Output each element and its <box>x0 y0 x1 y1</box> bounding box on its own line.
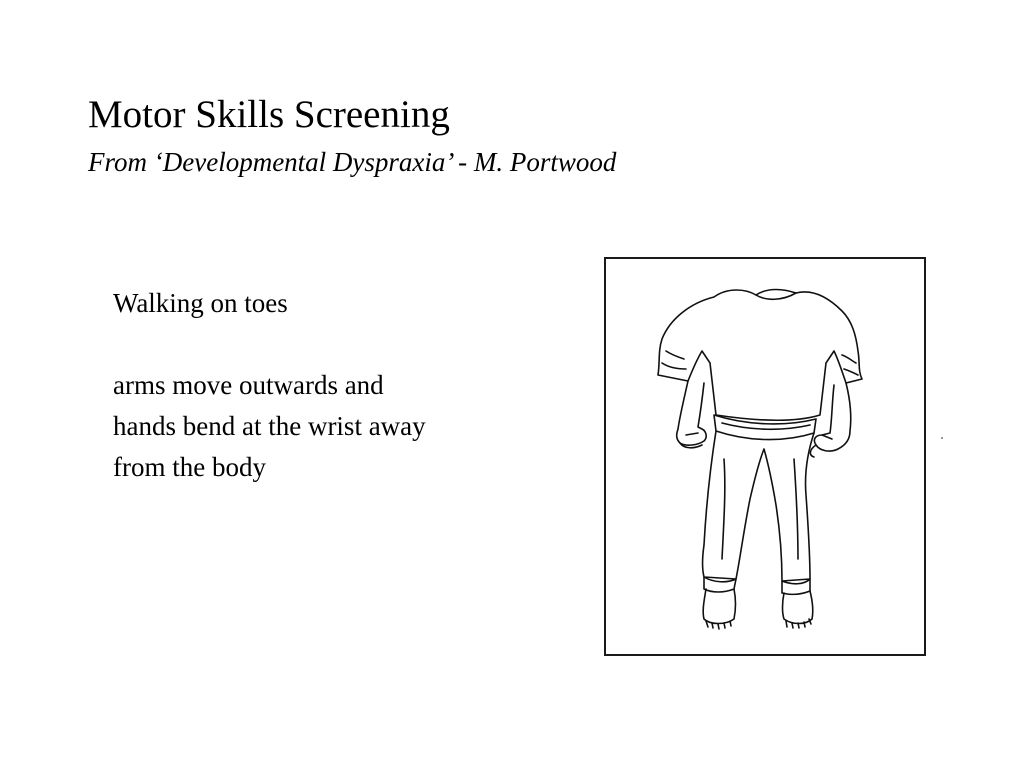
right-hand-fingers <box>810 435 832 457</box>
right-foot <box>783 591 813 624</box>
trouser-creases <box>722 459 798 559</box>
right-toes <box>786 619 811 628</box>
figure-frame <box>604 257 926 656</box>
right-arm <box>814 383 850 451</box>
stray-dot <box>941 437 943 439</box>
shirt-outline <box>658 290 862 421</box>
description-line-3: from the body <box>113 452 266 482</box>
walking-on-toes-illustration <box>606 259 924 654</box>
description-line-1: arms move outwards and <box>113 370 384 400</box>
slide-title: Motor Skills Screening <box>88 93 450 136</box>
left-sleeve-folds <box>662 351 686 369</box>
left-arm <box>677 381 706 445</box>
right-sleeve-folds <box>842 355 858 375</box>
description-line-2: hands bend at the wrist away <box>113 411 426 441</box>
slide-subtitle: From ‘Developmental Dyspraxia’ - M. Portwood <box>88 147 617 177</box>
left-foot <box>703 589 735 624</box>
neckline <box>756 293 796 299</box>
paragraph-gap <box>113 324 533 365</box>
description-text <box>113 283 533 488</box>
description-heading: Walking on toes <box>113 288 288 318</box>
